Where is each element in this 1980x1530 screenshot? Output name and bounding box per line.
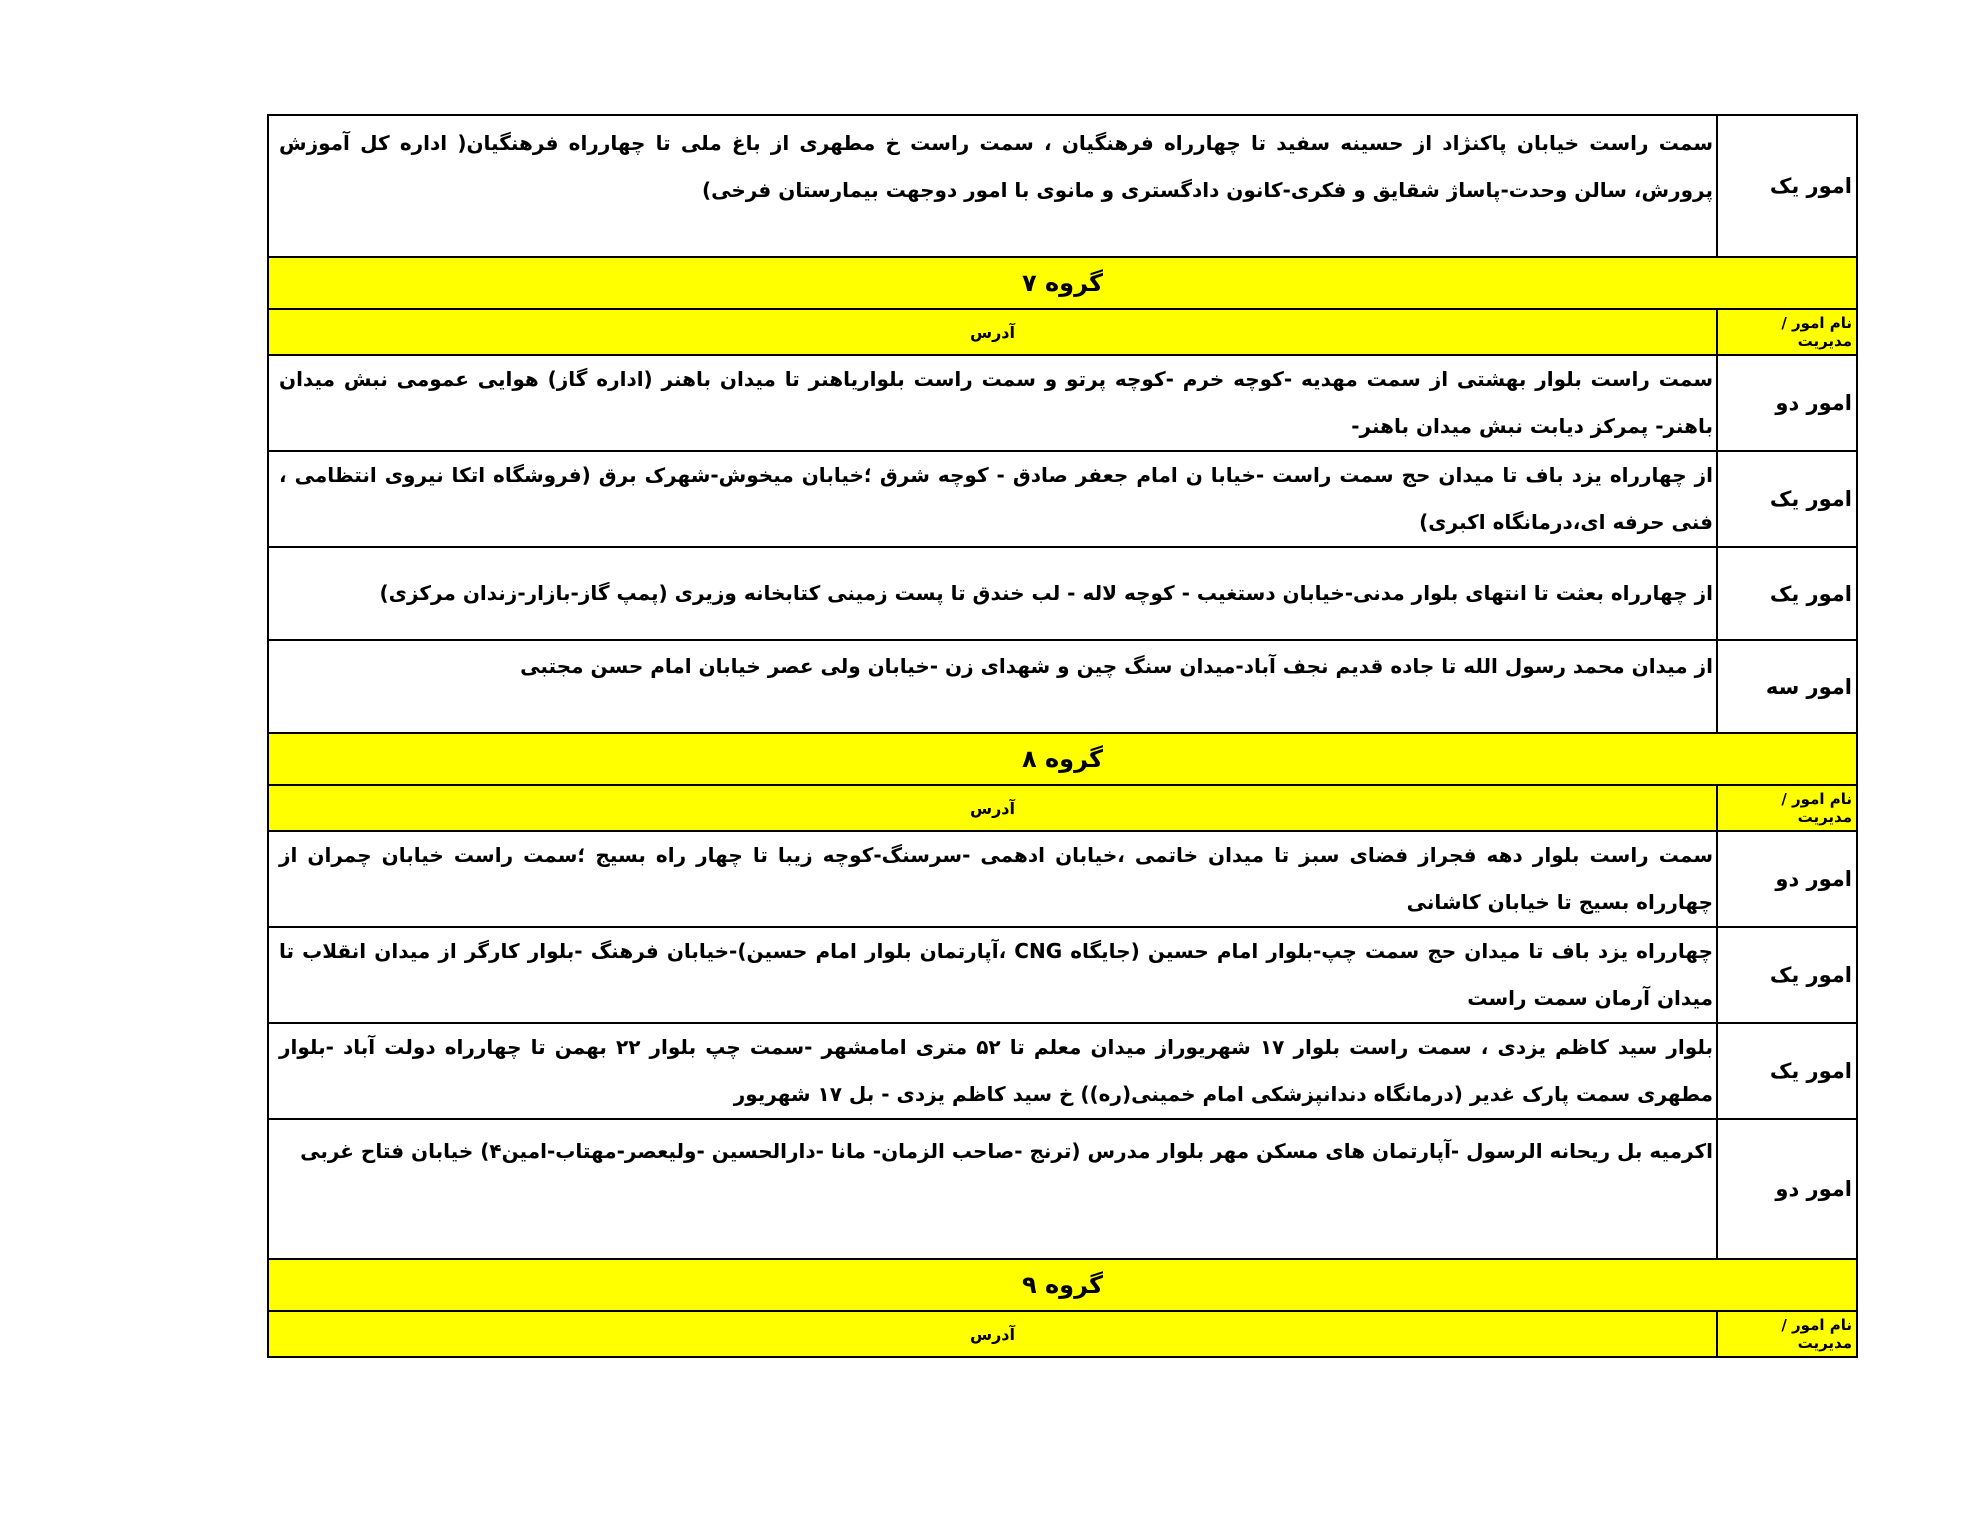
affairs-name: امور دو	[1717, 355, 1857, 451]
address-cell: چهارراه یزد باف تا میدان حج سمت چپ-بلوار امام حسین (جایگاه CNG ،آپارتمان بلوار امام حسین)-خیابان فرهنگ -بلوار کارگر از میدان انقلاب تا میدان آرمان سمت راست	[268, 927, 1717, 1023]
column-header-name: نام امور /مدیریت	[1717, 1311, 1857, 1357]
group-title-row	[268, 733, 1857, 785]
address-cell: از میدان محمد رسول الله تا جاده قدیم نجف آباد-میدان سنگ چین و شهدای زن -خیابان ولی عصر خیابان امام حسن مجتبی	[268, 640, 1717, 733]
table-row	[268, 831, 1857, 927]
outage-schedule-table	[267, 114, 1858, 1358]
header-row	[268, 1311, 1857, 1357]
table-row	[268, 451, 1857, 547]
header-row	[268, 309, 1857, 355]
group-title-row	[268, 1259, 1857, 1311]
header-row	[268, 785, 1857, 831]
address-cell: اکرمیه بل ریحانه الرسول -آپارتمان های مسکن مهر بلوار مدرس (ترنج -صاحب الزمان- مانا -دارالحسین -ولیعصر-مهتاب-امین۴) خیابان فتاح غربی	[268, 1119, 1717, 1259]
affairs-name: امور دو	[1717, 1119, 1857, 1259]
address-cell: سمت راست بلوار دهه فجراز فضای سبز تا میدان خاتمی ،خیابان ادهمی -سرسنگ-کوچه زیبا تا چهار راه بسیج ؛سمت راست خیابان چمران از چهارراه بسیج تا خیابان کاشانی	[268, 831, 1717, 927]
address-cell: بلوار سید کاظم یزدی ، سمت راست بلوار ۱۷ شهریوراز میدان معلم تا ۵۲ متری امامشهر -سمت چپ بلوار ۲۲ بهمن تا چهارراه دولت آباد -بلوار مطهری سمت پارک غدیر (درمانگاه دندانپزشکی امام خمینی(ره)) خ سید کاظم یزدی - بل ۱۷ شهریور	[268, 1023, 1717, 1119]
table-row	[268, 547, 1857, 640]
address-cell: سمت راست بلوار بهشتی از سمت مهدیه -کوچه خرم -کوچه پرتو و سمت راست بلواریاهنر تا میدان باهنر (اداره گاز) هوایی عمومی نبش میدان باهنر- پمرکز دیابت نبش میدان باهنر-	[268, 355, 1717, 451]
group-title: گروه ۹	[268, 1259, 1857, 1311]
column-header-address: آدرس	[268, 785, 1717, 831]
column-header-address: آدرس	[268, 309, 1717, 355]
affairs-name: امور یک	[1717, 1023, 1857, 1119]
affairs-name: امور یک	[1717, 451, 1857, 547]
table-row	[268, 927, 1857, 1023]
table-row	[268, 640, 1857, 733]
address-cell: سمت راست خیابان پاکنژاد از حسینه سفید تا چهارراه فرهنگیان ، سمت راست خ مطهری از باغ ملی تا چهارراه فرهنگیان( اداره کل آموزش پرورش، سالن وحدت-پاساژ شقایق و فکری-کانون دادگستری و مانوی با امور دوجهت بیمارستان فرخی)	[268, 115, 1717, 257]
column-header-address: آدرس	[268, 1311, 1717, 1357]
group-title: گروه ۷	[268, 257, 1857, 309]
affairs-name: امور یک	[1717, 115, 1857, 257]
table-row	[268, 355, 1857, 451]
group-title: گروه ۸	[268, 733, 1857, 785]
address-cell: از چهارراه یزد باف تا میدان حج سمت راست -خیابا ن امام جعفر صادق - کوچه شرق ؛خیابان میخوش-شهرک برق (فروشگاه اتکا نیروی انتظامی ، فنی حرفه ای،درمانگاه اکبری)	[268, 451, 1717, 547]
affairs-name: امور دو	[1717, 831, 1857, 927]
column-header-name: نام امور /مدیریت	[1717, 309, 1857, 355]
group-title-row	[268, 257, 1857, 309]
affairs-name: امور سه	[1717, 640, 1857, 733]
table-row	[268, 1119, 1857, 1259]
affairs-name: امور یک	[1717, 927, 1857, 1023]
address-cell: از چهارراه بعثت تا انتهای بلوار مدنی-خیابان دستغیب - کوچه لاله - لب خندق تا پست زمینی کتابخانه وزیری (پمپ گاز-بازار-زندان مرکزی)	[268, 547, 1717, 640]
affairs-name: امور یک	[1717, 547, 1857, 640]
column-header-name: نام امور /مدیریت	[1717, 785, 1857, 831]
table-row	[268, 115, 1857, 257]
table-row	[268, 1023, 1857, 1119]
